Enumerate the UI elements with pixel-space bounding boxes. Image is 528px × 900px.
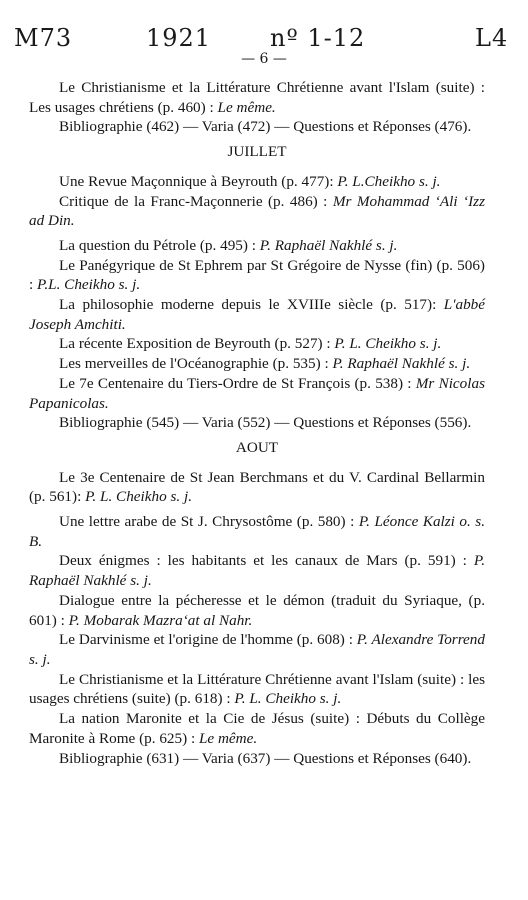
toc-entry: [29, 630, 485, 669]
toc-entry: [29, 78, 485, 117]
toc-entry: [29, 670, 485, 709]
entry-title: Une lettre arabe de St J. Chrysostôme (p. 580) :: [59, 513, 359, 531]
entry-title: Une Revue Maçonnique à Beyrouth (p. 477):: [59, 172, 338, 190]
section-heading-aout: AOUT: [235, 438, 279, 456]
entry-title: Le Christianisme et la Littérature Chrétienne avant l'Islam (suite) : les usages chrétiens (suite) (p. 618) :: [29, 670, 485, 708]
toc-entry: [29, 256, 485, 295]
entry-title: Bibliographie (462) — Varia (472) — Questions et Réponses (476).: [59, 118, 472, 136]
toc-entry: [29, 413, 485, 433]
entry-title: Deux énigmes : les habitants et les canaux de Mars (p. 591) :: [59, 552, 474, 570]
entry-author: P. Alexandre Torrend s. j.: [29, 631, 485, 668]
toc-entry: [29, 591, 485, 630]
entry-title: Le Darvinisme et l'origine de l'homme (p. 608) :: [59, 631, 357, 649]
entry-author: Mr Mohammad ‘Ali ‘Izz ad Din.: [29, 192, 485, 230]
entry-title: La nation Maronite et la Cie de Jésus (suite) : Débuts du Collège Maronite à Rome (p. 625) :: [29, 710, 485, 747]
toc-entry: [29, 192, 485, 231]
entry-title: La question du Pétrole (p. 495) :: [59, 236, 260, 254]
handwritten-shelfmark: L4: [475, 24, 509, 52]
table-of-contents: [29, 78, 485, 768]
entry-title: Les merveilles de l'Océanographie (p. 535) :: [59, 355, 333, 373]
entry-title: Dialogue entre la pécheresse et le démon (traduit du Syriaque, (p. 601) :: [29, 591, 485, 629]
entry-title: La philosophie moderne depuis le XVIIIe siècle (p. 517):: [59, 296, 444, 314]
entry-title: Le 3e Centenaire de St Jean Berchmans et du V. Cardinal Bellarmin (p. 561):: [29, 468, 485, 506]
entry-title: La récente Exposition de Beyrouth (p. 527) :: [59, 335, 335, 353]
toc-entry: [29, 354, 485, 374]
entry-author: P. Raphaël Nakhlé s. j.: [259, 236, 398, 254]
toc-entry: [29, 551, 485, 590]
entry-author: Mr Nicolas Papanicolas.: [29, 374, 485, 412]
entry-author: P. Raphaël Nakhlé s. j.: [29, 552, 485, 590]
toc-entry: [29, 749, 485, 769]
page-number: — 6 —: [241, 51, 287, 67]
toc-entry: [29, 709, 485, 748]
entry-title: Bibliographie (631) — Varia (637) — Questions et Réponses (640).: [59, 749, 472, 767]
toc-entry: [29, 236, 485, 256]
entry-author: P. Léonce Kalzi o. s. B.: [29, 513, 485, 550]
toc-entry: [29, 334, 485, 354]
entry-author: Le même.: [198, 729, 258, 747]
handwritten-issues: nº 1-12: [270, 24, 366, 52]
toc-entry: [29, 374, 485, 413]
section-heading-juillet: JUILLET: [227, 143, 287, 161]
entry-title: Le Panégyrique de St Ephrem par St Grégoire de Nysse (fin) (p. 506) :: [29, 256, 485, 294]
entry-author: P. L.Cheikho s. j.: [337, 172, 441, 190]
handwritten-ref-1: M73: [14, 24, 73, 52]
entry-title: Critique de la Franc-Maçonnerie (p. 486) :: [59, 192, 333, 210]
entry-author: P.L. Cheikho s. j.: [37, 276, 141, 294]
entry-author: P. Raphaël Nakhlé s. j.: [332, 355, 471, 373]
entry-author: P. L. Cheikho s. j.: [85, 488, 192, 506]
toc-entry: [29, 468, 485, 507]
entry-author: Le même.: [217, 98, 276, 116]
entry-title: Le Christianisme et la Littérature Chrétienne avant l'Islam (suite) : Les usages chrétiens (p. 460) :: [29, 79, 485, 116]
entry-author: P. L. Cheikho s. j.: [234, 690, 342, 708]
handwritten-year: 1921: [146, 24, 212, 52]
entry-author: P. L. Cheikho s. j.: [334, 335, 442, 353]
toc-entry: [29, 172, 485, 192]
toc-entry: [29, 117, 485, 137]
toc-entry: [29, 512, 485, 551]
entry-author: L'abbé Joseph Amchiti.: [29, 296, 485, 333]
toc-entry: [29, 295, 485, 334]
entry-title: Bibliographie (545) — Varia (552) — Questions et Réponses (556).: [59, 414, 472, 432]
entry-title: Le 7e Centenaire du Tiers-Ordre de St François (p. 538) :: [59, 374, 416, 392]
entry-author: P. Mobarak Mazra‘at al Nahr.: [68, 611, 253, 629]
